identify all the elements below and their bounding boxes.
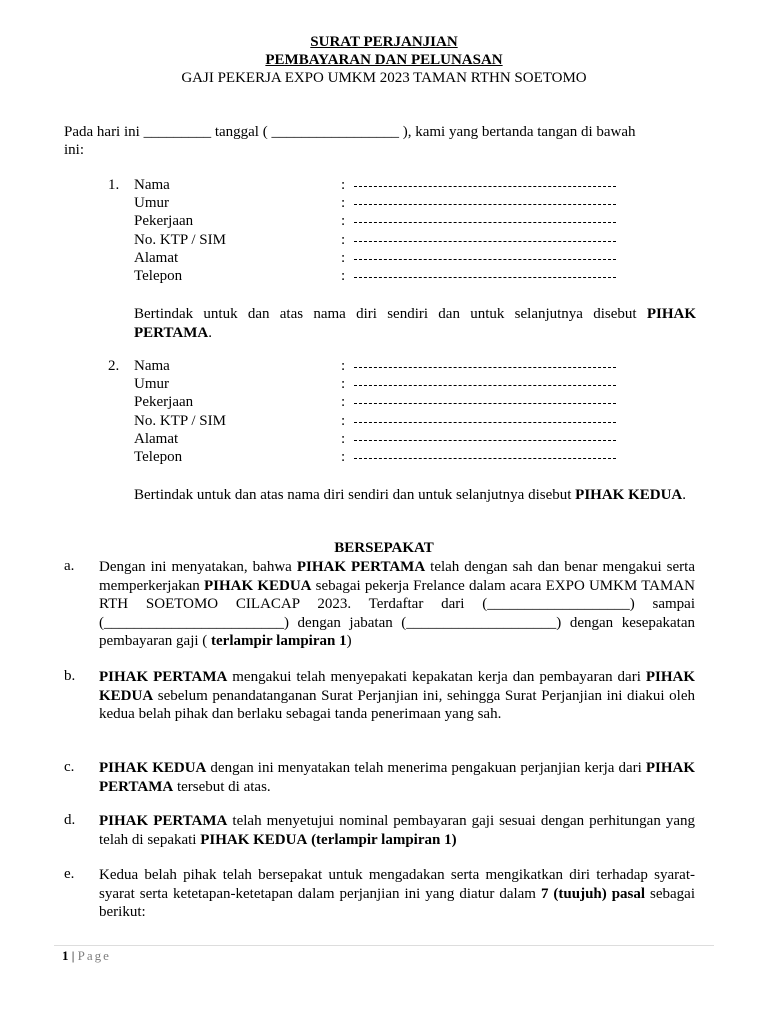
party-1-field-colon: :: [341, 213, 346, 230]
clause-e-part: Kedua belah pihak telah bersepakat untuk mengadakan serta mengikatkan diri terhadap syarat-syarat serta ketetapan-ketetapan dalam perjanjian ini yang diatur dalam: [99, 867, 695, 902]
party-1-field-label: Umur: [134, 195, 169, 212]
clause-d-party: PIHAK KEDUA: [200, 831, 308, 848]
clause-a-part: ): [346, 633, 352, 649]
intro-line-2: ini:: [64, 142, 85, 158]
party-1-field-label: Telepon: [134, 268, 183, 284]
party-1-field-colon: :: [341, 231, 346, 248]
party-2-field-label: Pekerjaan: [134, 394, 194, 411]
party-1-statement-text: Bertindak untuk dan atas nama diri sendiri dan untuk selanjutnya disebut: [134, 306, 637, 322]
party-2-block: [0, 358, 768, 468]
party-1-field-blank-line: [354, 204, 616, 205]
party-2-field-blank-line: [354, 385, 616, 386]
clause-c-party: PIHAK KEDUA: [99, 760, 207, 776]
clause-a-attachment: terlampir lampiran 1: [211, 633, 347, 649]
clause-c-party: PIHAK PERTAMA: [99, 760, 695, 795]
clause-d-attachment: (terlampir lampiran 1): [311, 831, 457, 848]
clause-e-part: sebagai berikut:: [99, 885, 695, 920]
party-2-field-label: Alamat: [134, 430, 179, 447]
party-1-field-label: Pekerjaan: [134, 213, 194, 230]
clause-e-article-count: 7 (tuujuh) pasal: [540, 885, 646, 902]
party-2-field-colon: :: [341, 449, 346, 465]
party-1-field-label: Nama: [134, 177, 170, 193]
intro-paragraph: [64, 124, 696, 159]
document-title: SURAT PERJANJIAN: [310, 34, 458, 50]
party-2-field-label: Umur: [134, 376, 169, 393]
clause-a-part: telah dengan sah dan benar mengakui serta memperkerjakan: [99, 559, 695, 594]
party-1-block: [0, 177, 768, 287]
party-2-field-colon: :: [341, 394, 346, 411]
clause-b-part: sebelum penandatanganan Surat Perjanjian ini, sehingga Surat Perjanjian ini diakui oleh kedua belah pihak dan berlaku sebagai tanda penerimaan yang sah.: [99, 687, 695, 722]
party-1-field-label: Alamat: [134, 249, 179, 266]
party-1-field-blank-line: [354, 277, 616, 278]
party-1-field-blank-line: [354, 241, 616, 242]
page-separator: |: [68, 948, 78, 963]
clause-d-party: PIHAK PERTAMA: [99, 813, 228, 829]
party-1-statement: [134, 305, 696, 342]
party-1-field-blank-line: [354, 259, 616, 260]
party-2-field-colon: :: [341, 430, 346, 447]
party-2-field-blank-line: [354, 458, 616, 459]
clause-a-part: Dengan ini menyatakan, bahwa: [99, 559, 297, 575]
party-1-designation: PIHAK PERTAMA: [134, 306, 696, 341]
party-2-field-colon: :: [341, 376, 346, 393]
party-1-field-label: No. KTP / SIM: [134, 231, 226, 248]
party-2-field-blank-line: [354, 367, 616, 368]
clause-a-letter: a.: [64, 558, 75, 574]
document-event-title: GAJI PEKERJA EXPO UMKM 2023 TAMAN RTHN SOETOMO: [181, 70, 587, 86]
party-1-field-blank-line: [354, 186, 616, 187]
party-1-number: 1.: [108, 177, 120, 193]
clause-d-letter: d.: [64, 812, 76, 828]
clause-b-part: mengakui telah menyepakati kepakatan kerja dan pembayaran dari: [227, 669, 646, 685]
clause-a-text: [99, 558, 695, 651]
document-subtitle: PEMBAYARAN DAN PELUNASAN: [265, 52, 503, 68]
party-1-field-blank-line: [354, 222, 616, 223]
party-2-field-label: No. KTP / SIM: [134, 412, 226, 429]
agreement-heading: BERSEPAKAT: [334, 540, 434, 556]
party-2-number: 2.: [108, 358, 120, 374]
party-1-field-colon: :: [341, 177, 346, 193]
party-2-field-blank-line: [354, 403, 616, 404]
party-2-field-colon: :: [341, 412, 346, 429]
clause-b-letter: b.: [64, 668, 76, 684]
clause-b-text: [99, 668, 695, 724]
clause-d-text: [99, 812, 695, 849]
party-2-field-blank-line: [354, 440, 616, 441]
party-1-field-colon: :: [341, 195, 346, 212]
footer-divider: [54, 945, 714, 946]
clause-e-letter: e.: [64, 866, 75, 882]
clause-c-part: tersebut di atas.: [173, 778, 271, 795]
page-footer: [62, 948, 111, 964]
party-1-field-colon: :: [341, 268, 346, 284]
clause-c-text: [99, 759, 695, 796]
clause-a-part: sebagai pekerja Frelance dalam acara EXPO UMKM TAMAN RTH SOETOMO CILACAP 2023. Terdaftar dari (___________________) sampai (________________________) dengan jabatan (____________________) dengan kesepakatan pembayaran gaji (: [99, 577, 696, 649]
intro-line-1: Pada hari ini _________ tanggal ( _________________ ), kami yang bertanda tangan di bawah: [64, 124, 636, 140]
party-2-statement-text: Bertindak untuk dan atas nama diri sendiri dan untuk selanjutnya disebut: [134, 487, 572, 503]
party-1-field-colon: :: [341, 249, 346, 266]
page-number: 1: [62, 948, 69, 963]
clause-a-party: PIHAK PERTAMA: [296, 559, 426, 575]
party-2-statement: [134, 486, 696, 505]
clause-c-letter: c.: [64, 759, 75, 775]
clause-b-party: PIHAK PERTAMA: [99, 669, 228, 685]
clause-b-party: PIHAK KEDUA: [99, 669, 696, 704]
clause-c-part: dengan ini menyatakan telah menerima pengakuan perjanjian kerja dari: [206, 760, 646, 776]
clause-e-text: [99, 866, 695, 922]
party-2-field-blank-line: [354, 422, 616, 423]
party-2-designation: PIHAK KEDUA: [575, 487, 683, 503]
party-2-field-label: Telepon: [134, 449, 183, 465]
party-2-field-label: Nama: [134, 358, 170, 374]
page-label: Page: [77, 948, 111, 963]
party-1-period: .: [208, 324, 212, 341]
clause-d-part: telah menyetujui nominal pembayaran gaji sesuai dengan perhitungan yang telah di sepakati: [99, 813, 696, 848]
party-2-field-colon: :: [341, 358, 346, 374]
clause-a-party: PIHAK KEDUA: [203, 577, 312, 594]
party-2-period: .: [682, 487, 686, 503]
